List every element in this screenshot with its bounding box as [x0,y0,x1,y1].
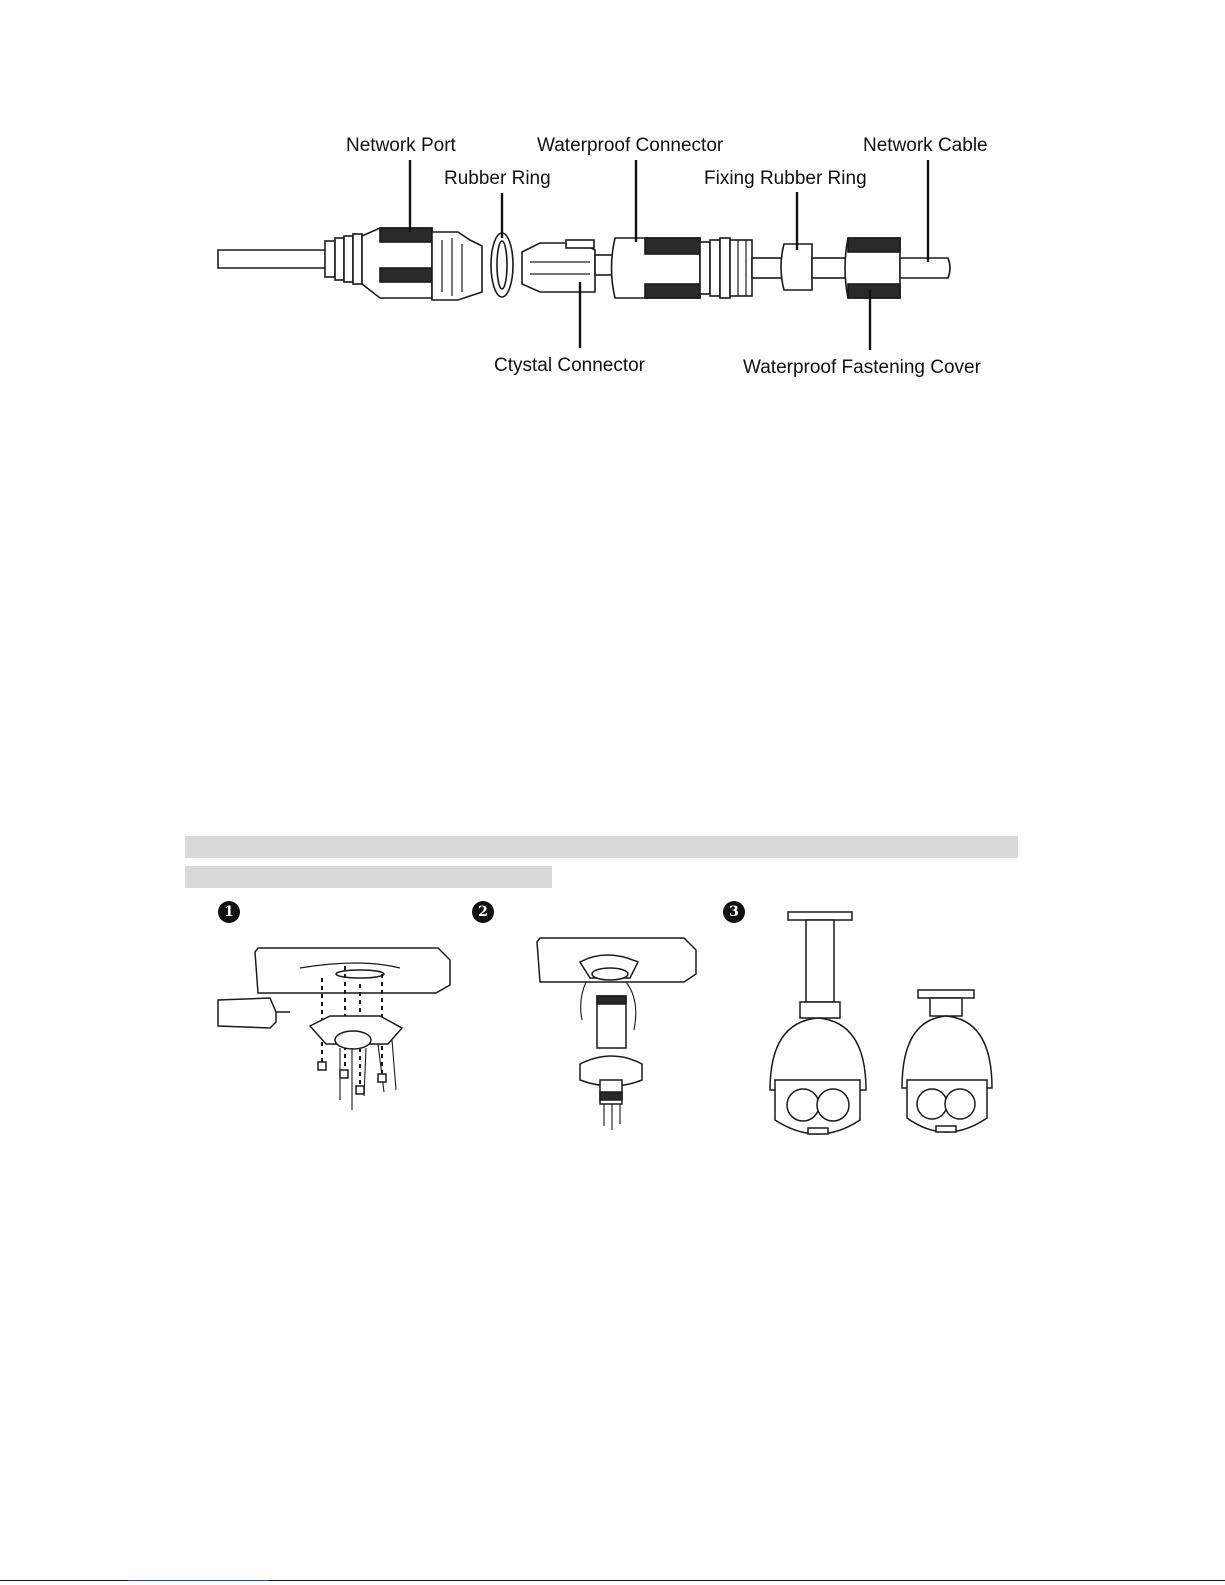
step2-drawing [537,938,696,1130]
highlight-bar-2 [185,866,552,888]
step3-drawing [770,912,992,1134]
left-cable [218,250,335,268]
step-badge-3: 3 [723,901,745,923]
step1-drawing [218,948,450,1110]
label-waterproof-fastening-cover: Waterproof Fastening Cover [743,357,981,378]
highlight-bar-1 [185,836,1018,858]
step-badge-2: 2 [472,901,494,923]
label-network-cable: Network Cable [863,135,988,156]
strain-relief [325,234,362,284]
crystal-connector-shape [522,243,595,292]
label-crystal-connector: Ctystal Connector [494,355,646,376]
step-badge-1: 1 [218,901,240,923]
label-waterproof-connector: Waterproof Connector [537,135,724,156]
footer-link-underline[interactable] [128,1580,268,1581]
label-network-port: Network Port [346,135,456,156]
label-fixing-rubber-ring: Fixing Rubber Ring [704,168,867,189]
label-rubber-ring: Rubber Ring [444,168,551,189]
fixing-rubber-ring-shape [781,244,812,290]
right-cable [900,258,950,278]
gland-thread [700,238,752,298]
